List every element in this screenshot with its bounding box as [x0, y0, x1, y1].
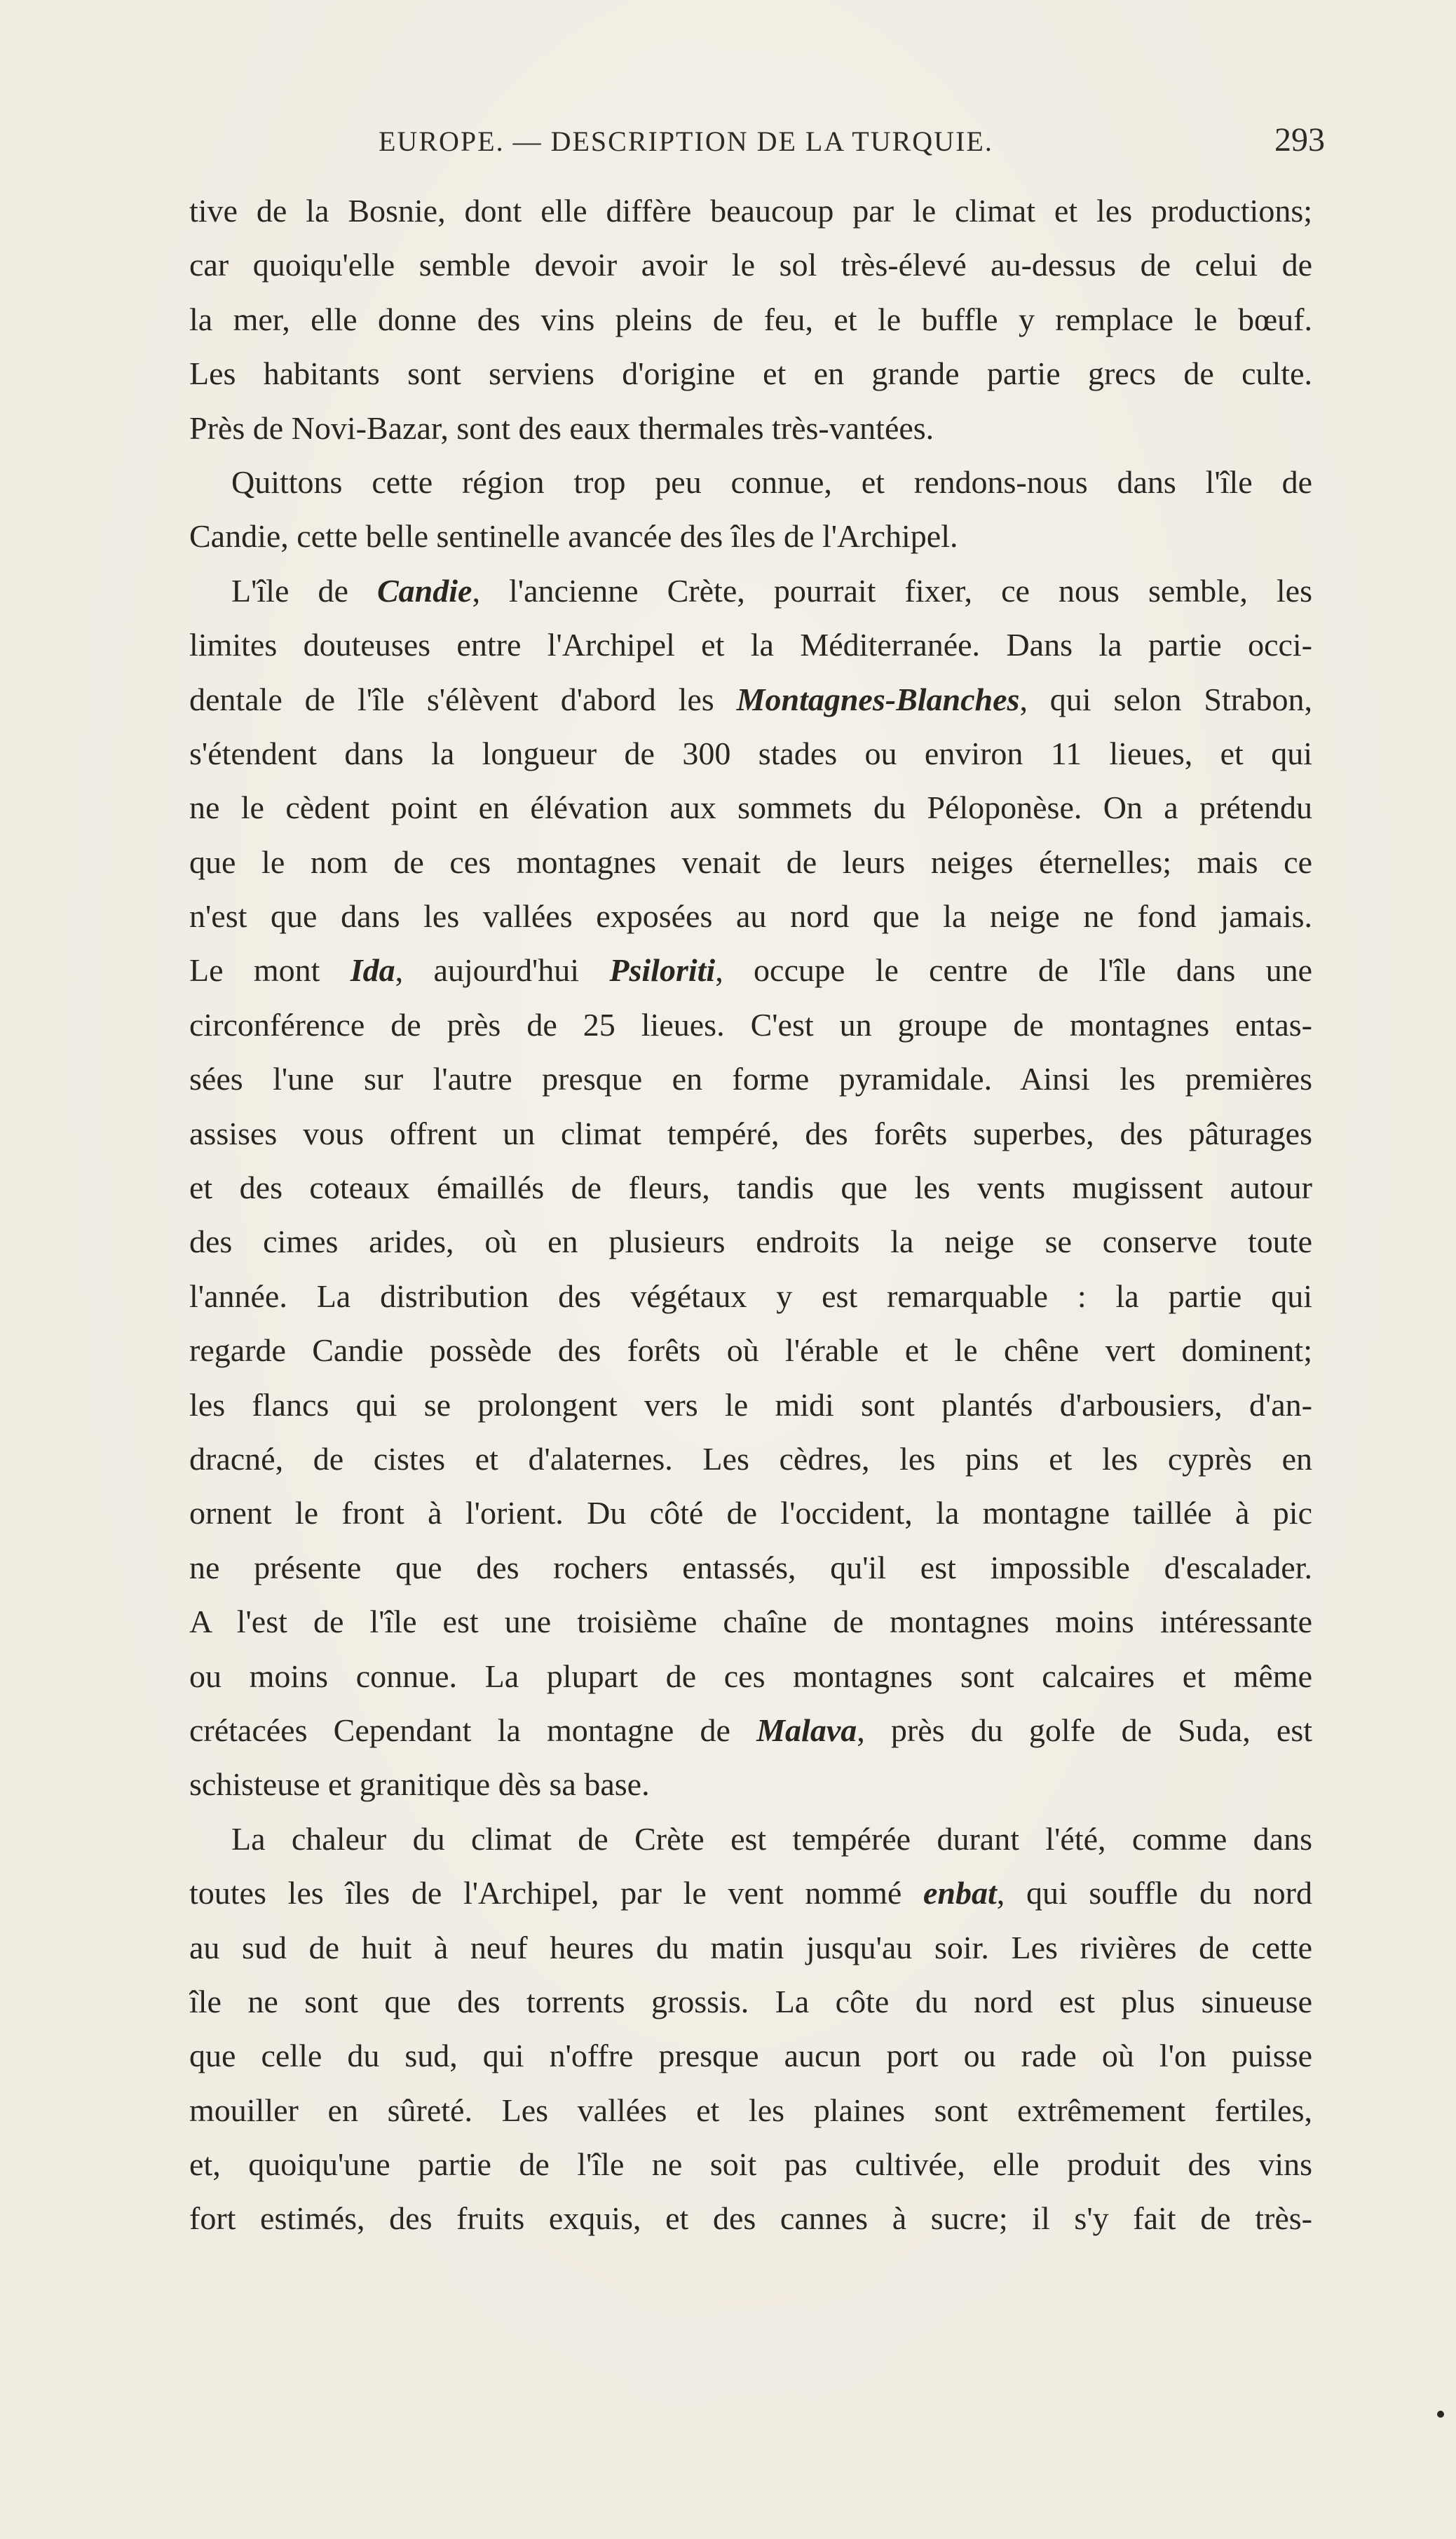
text-segment: , qui selon Strabon, [1019, 681, 1312, 717]
running-head [189, 121, 1325, 167]
italic-term: Montagnes-Blanches [736, 681, 1020, 717]
text-line: fort estimés, des fruits exquis, et des cannes à sucre; il s'y fait de très- [189, 2200, 1312, 2237]
page-number: 293 [1274, 121, 1325, 158]
text-line: ne le cèdent point en élévation aux sommets du Péloponèse. On a prétendu [189, 790, 1312, 826]
text-line: La chaleur du climat de Crète est tempérée durant l'été, comme dans [231, 1820, 1312, 1857]
text-segment: dentale de l'île s'élèvent d'abord les [189, 681, 737, 717]
italic-term: Candie [376, 572, 472, 609]
text-line: schisteuse et granitique dès sa base. [189, 1766, 650, 1803]
text-line: que celle du sud, qui n'offre presque aucun port ou rade où l'on puisse [189, 2038, 1312, 2074]
body-text [189, 184, 1312, 2246]
italic-term: Ida [350, 952, 395, 989]
text-line: ne présente que des rochers entassés, qu'il est impossible d'escalader. [189, 1549, 1312, 1585]
text-line: s'étendent dans la longueur de 300 stades ou environ 11 lieues, et qui [189, 735, 1312, 771]
text-line: et, quoiqu'une partie de l'île ne soit pas cultivée, elle produit des vins [189, 2146, 1312, 2183]
text-line: la mer, elle donne des vins pleins de feu, et le buffle y remplace le bœuf. [189, 301, 1312, 337]
italic-term: Psiloriti [609, 952, 716, 989]
text-segment: toutes les îles de l'Archipel, par le vent nommé [189, 1875, 923, 1911]
text-line [189, 1703, 1312, 1757]
text-line: A l'est de l'île est une troisième chaîne de montagnes moins intéressante [189, 1604, 1312, 1640]
text-segment: , l'ancienne Crète, pourrait fixer, ce nous semble, les [472, 572, 1312, 609]
text-line: les flancs qui se prolongent vers le midi sont plantés d'arbousiers, d'an- [189, 1386, 1312, 1423]
text-segment: , qui souffle du nord [996, 1875, 1312, 1911]
text-line: n'est que dans les vallées exposées au nord que la neige ne fond jamais. [189, 898, 1312, 935]
text-segment: crétacées Cependant la montagne de [189, 1712, 757, 1748]
text-line: regarde Candie possède des forêts où l'érable et le chêne vert dominent; [189, 1332, 1312, 1369]
text-line: limites douteuses entre l'Archipel et la Méditerranée. Dans la partie occi- [189, 627, 1312, 663]
text-segment: , aujourd'hui [395, 952, 610, 989]
running-head-title: EUROPE. — DESCRIPTION DE LA TURQUIE. [379, 126, 993, 157]
ink-speck [1437, 2411, 1444, 2418]
text-line: circonférence de près de 25 lieues. C'est un groupe de montagnes entas- [189, 1006, 1312, 1043]
text-line: car quoiqu'elle semble devoir avoir le sol très-élevé au-dessus de celui de [189, 247, 1312, 283]
text-line: Candie, cette belle sentinelle avancée des îles de l'Archipel. [189, 518, 958, 555]
text-line: ou moins connue. La plupart de ces montagnes sont calcaires et même [189, 1658, 1312, 1694]
text-line: mouiller en sûreté. Les vallées et les plaines sont extrêmement fertiles, [189, 2092, 1312, 2128]
text-line: ornent le front à l'orient. Du côté de l'occident, la montagne taillée à pic [189, 1495, 1312, 1531]
text-line: dracné, de cistes et d'alaternes. Les cèdres, les pins et les cyprès en [189, 1440, 1312, 1477]
text-line: Quittons cette région trop peu connue, et rendons-nous dans l'île de [231, 463, 1312, 500]
text-line: que le nom de ces montagnes venait de leurs neiges éternelles; mais ce [189, 844, 1312, 880]
text-segment: L'île de [231, 572, 377, 609]
text-line [189, 564, 1312, 618]
text-line: île ne sont que des torrents grossis. La côte du nord est plus sinueuse [189, 1983, 1312, 2019]
text-line: Près de Novi-Bazar, sont des eaux thermales très-vantées. [189, 409, 934, 446]
italic-term: enbat [923, 1875, 997, 1911]
italic-term: Malava [756, 1712, 857, 1748]
text-segment: Le mont [189, 952, 351, 989]
text-line: et des coteaux émaillés de fleurs, tandis que les vents mugissent autour [189, 1170, 1312, 1206]
text-line: des cimes arides, où en plusieurs endroits la neige se conserve toute [189, 1224, 1312, 1260]
text-line: l'année. La distribution des végétaux y est remarquable : la partie qui [189, 1278, 1312, 1314]
text-line: assises vous offrent un climat tempéré, des forêts superbes, des pâturages [189, 1115, 1312, 1151]
text-segment: , près du golfe de Suda, est [857, 1712, 1312, 1748]
text-line [189, 672, 1312, 726]
text-line: Les habitants sont serviens d'origine et en grande partie grecs de culte. [189, 356, 1312, 392]
text-line: tive de la Bosnie, dont elle diffère beaucoup par le climat et les productions; [189, 193, 1312, 229]
text-segment: , occupe le centre de l'île dans une [715, 952, 1312, 989]
text-line: sées l'une sur l'autre presque en forme pyramidale. Ainsi les premières [189, 1061, 1312, 1097]
text-line [189, 1866, 1312, 1920]
text-line: au sud de huit à neuf heures du matin jusqu'au soir. Les rivières de cette [189, 1929, 1312, 1965]
text-line [189, 943, 1312, 997]
